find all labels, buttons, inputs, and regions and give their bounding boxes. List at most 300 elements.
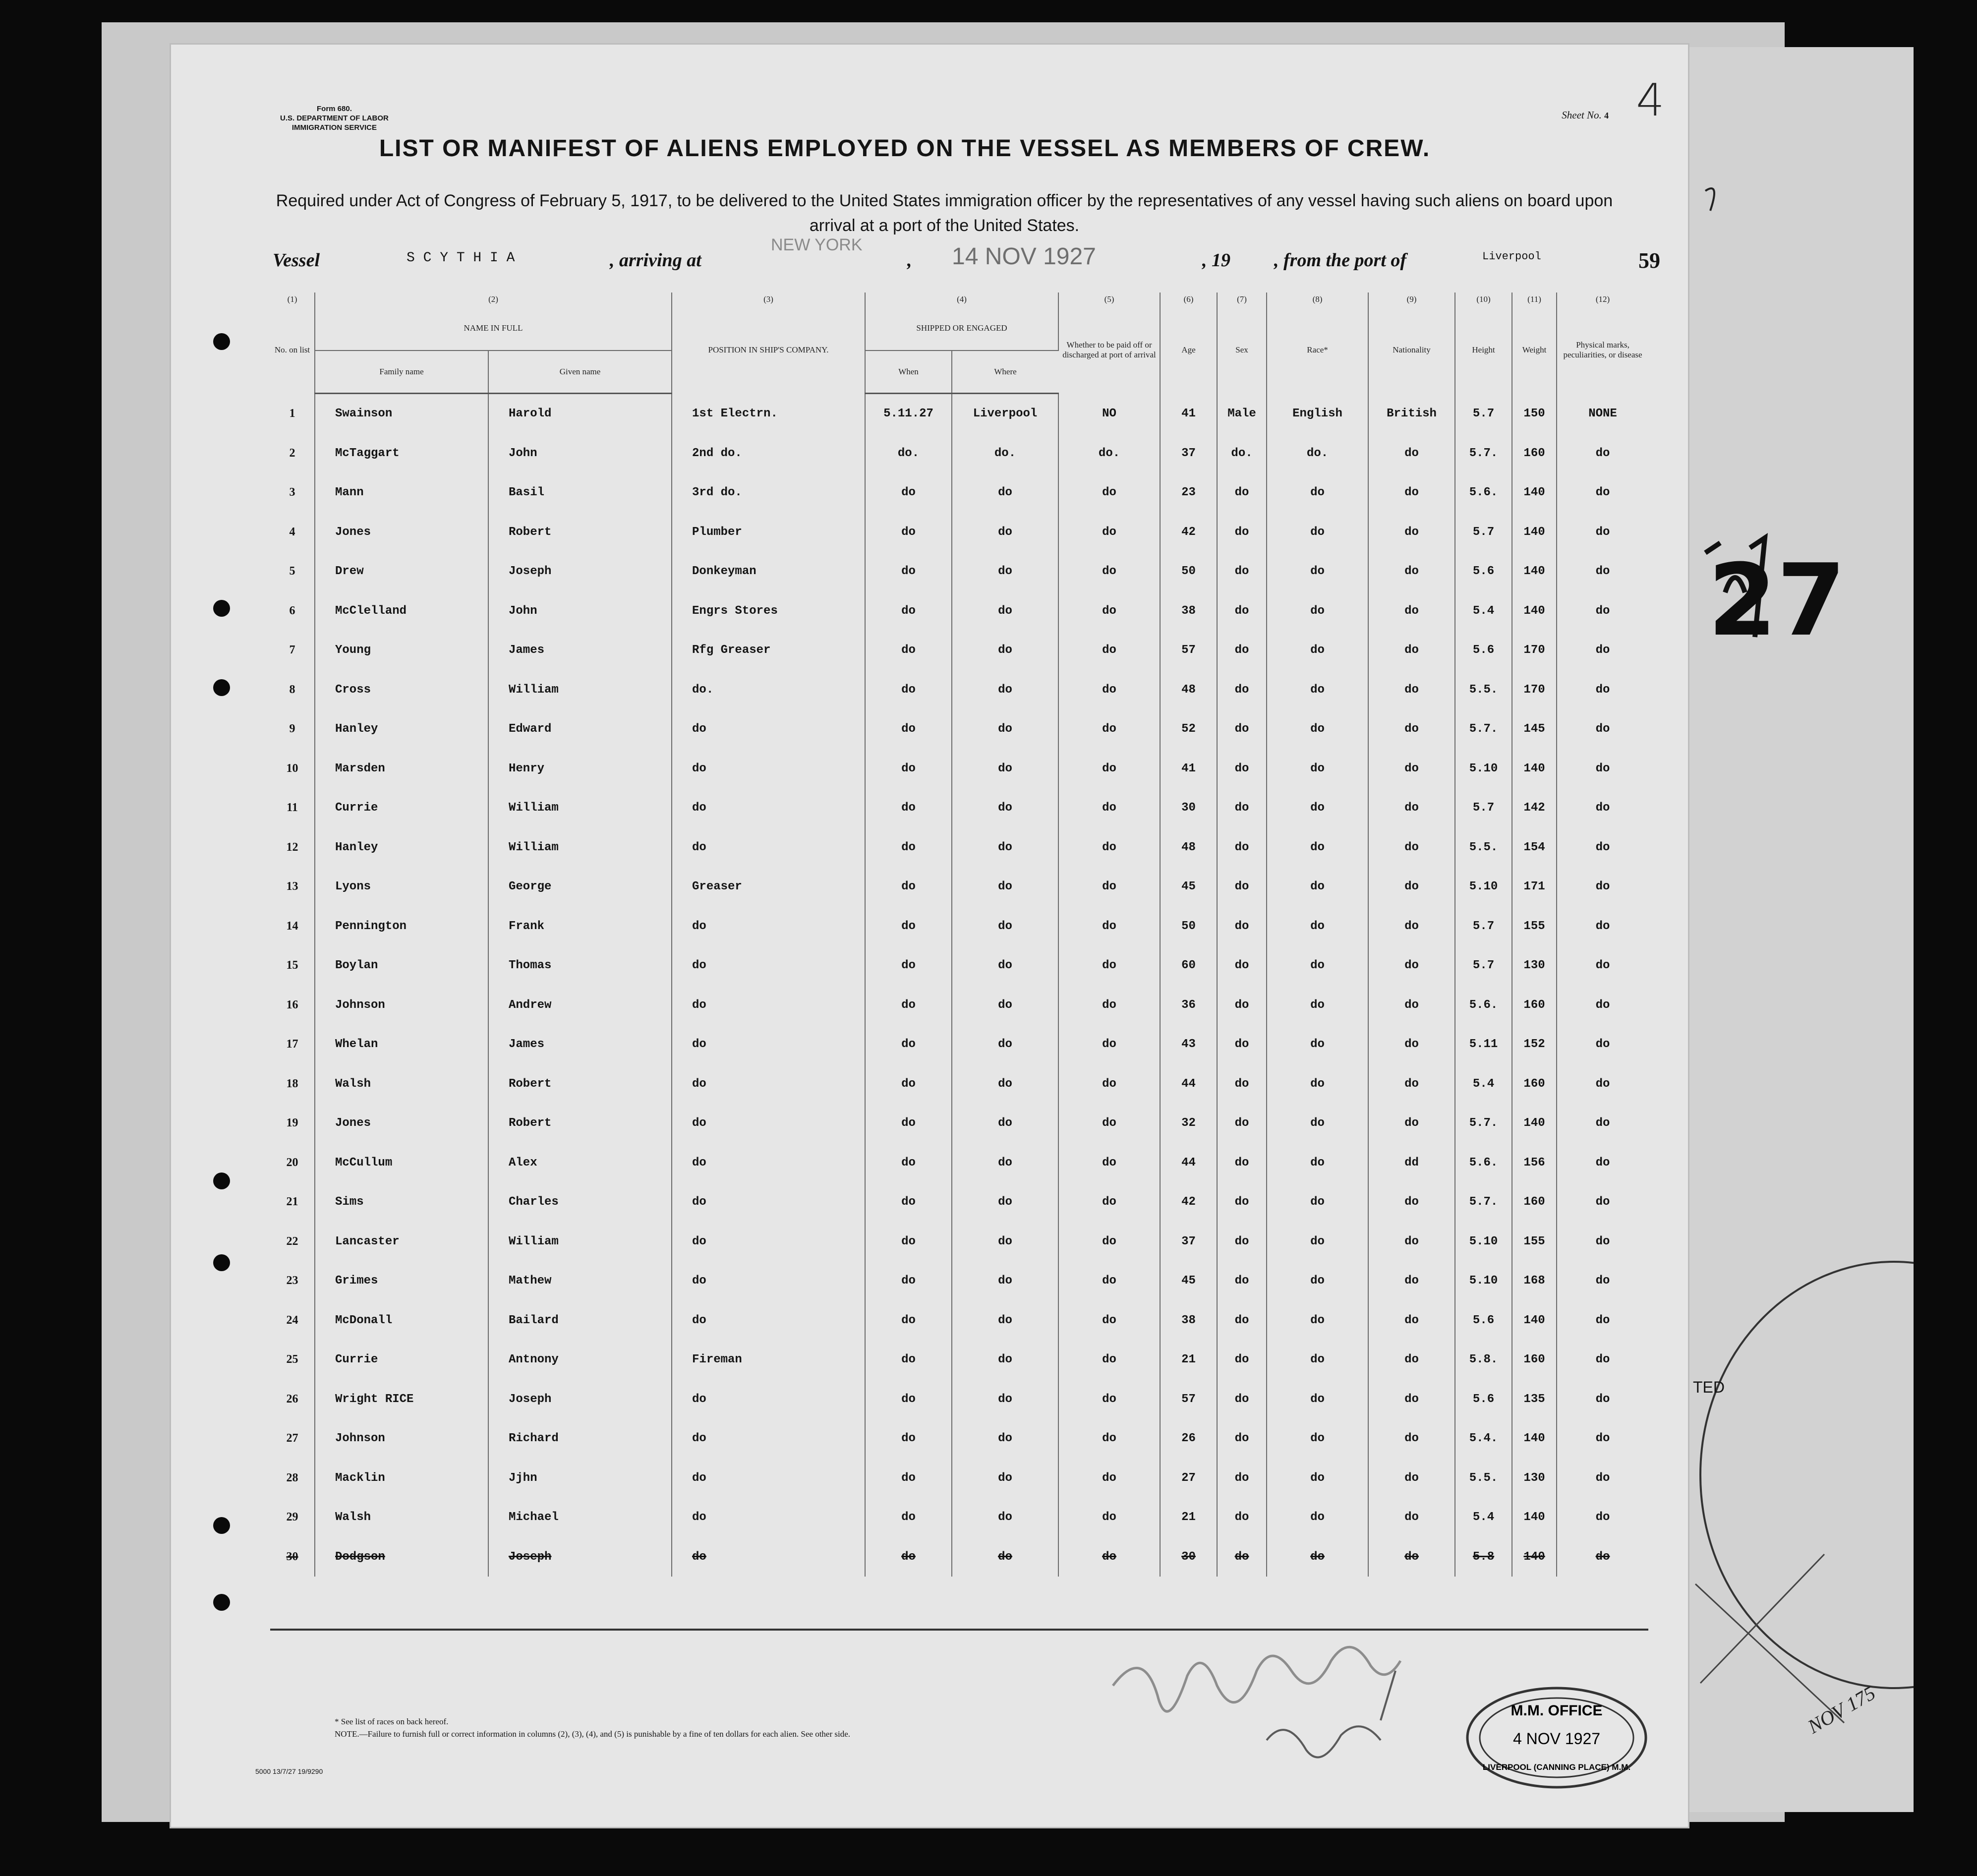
department: U.S. DEPARTMENT OF LABOR xyxy=(280,114,389,122)
margin-nov: NOV 175 xyxy=(1803,1681,1879,1738)
given-name: John xyxy=(488,434,672,473)
vessel-label: Vessel xyxy=(273,250,320,271)
family-name: Whelan xyxy=(315,1025,488,1064)
row-number: 13 xyxy=(270,867,315,907)
family-name: Drew xyxy=(315,552,488,591)
family-name: Boylan xyxy=(315,946,488,986)
sex: do xyxy=(1217,591,1267,631)
age: 52 xyxy=(1160,709,1217,749)
physical-marks: do xyxy=(1595,644,1610,657)
sex: do xyxy=(1217,986,1267,1025)
position: do. xyxy=(672,670,865,710)
shipped-when: do xyxy=(865,1301,952,1341)
table-row xyxy=(270,1143,1648,1183)
physical-marks: do xyxy=(1595,919,1610,933)
nationality: do xyxy=(1368,552,1455,591)
given-name: James xyxy=(488,631,672,670)
seal-place: LIVERPOOL (CANNING PLACE) M.M. xyxy=(1482,1762,1631,1772)
paid-off: do xyxy=(1058,1182,1160,1222)
position: do xyxy=(672,1182,865,1222)
family-name: Johnson xyxy=(315,1419,488,1459)
row-number: 22 xyxy=(270,1222,315,1262)
table-row xyxy=(270,591,1648,631)
col-num-5: (5) xyxy=(1058,293,1160,306)
nationality: do xyxy=(1368,709,1455,749)
footnote-penalty: NOTE.—Failure to furnish full or correct information in columns (2), (3), (4), and (5) is punishable by a fine of ten dollars for each alien. See other side. xyxy=(335,1729,851,1739)
race: do. xyxy=(1267,434,1368,473)
position: do xyxy=(672,1143,865,1183)
physical-marks: do xyxy=(1595,1511,1610,1524)
shipped-when: do xyxy=(865,1064,952,1104)
weight: 140 xyxy=(1512,473,1557,513)
table-row xyxy=(270,1025,1648,1064)
family-name: Swainson xyxy=(315,394,488,434)
shipped-when: do xyxy=(865,986,952,1025)
position: do xyxy=(672,1459,865,1498)
row-number: 28 xyxy=(270,1459,315,1498)
table-row xyxy=(270,1340,1648,1380)
family-name: Dodgson xyxy=(315,1537,488,1577)
given-name: Joseph xyxy=(488,1537,672,1577)
position: do xyxy=(672,709,865,749)
shipped-when: do xyxy=(865,907,952,946)
sheet-hand-number: 4 xyxy=(1636,74,1665,126)
position: do xyxy=(672,788,865,828)
shipped-where: do xyxy=(952,1222,1058,1262)
nationality: do xyxy=(1368,1222,1455,1262)
row-number: 4 xyxy=(270,513,315,552)
family-name: Lancaster xyxy=(315,1222,488,1262)
family-name: Currie xyxy=(315,788,488,828)
family-name: Currie xyxy=(315,1340,488,1380)
height: 5.7. xyxy=(1455,709,1512,749)
header-race: Race* xyxy=(1267,306,1368,394)
shipped-where: do xyxy=(952,1537,1058,1577)
row-number: 10 xyxy=(270,749,315,789)
paid-off: do xyxy=(1058,670,1160,710)
header-position: POSITION IN SHIP'S COMPANY. xyxy=(672,306,865,394)
race: do xyxy=(1267,1380,1368,1419)
race: do xyxy=(1267,709,1368,749)
row-number: 11 xyxy=(270,788,315,828)
weight: 155 xyxy=(1512,907,1557,946)
race: do xyxy=(1267,1182,1368,1222)
vessel-name: S C Y T H I A xyxy=(407,250,515,266)
service: IMMIGRATION SERVICE xyxy=(291,123,377,132)
footnotes xyxy=(335,1715,850,1740)
table-row xyxy=(270,709,1648,749)
paid-off: do xyxy=(1058,1104,1160,1143)
age: 41 xyxy=(1160,749,1217,789)
margin-number-27: 27 xyxy=(1708,543,1846,658)
physical-marks: do xyxy=(1595,683,1610,697)
race: do xyxy=(1267,1222,1368,1262)
position: do xyxy=(672,1380,865,1419)
paid-off: do xyxy=(1058,591,1160,631)
height: 5.10 xyxy=(1455,1261,1512,1301)
punch-hole xyxy=(213,333,230,350)
paid-off: do xyxy=(1058,1222,1160,1262)
shipped-where: do xyxy=(952,513,1058,552)
given-name: Alex xyxy=(488,1143,672,1183)
paid-off: do xyxy=(1058,1537,1160,1577)
given-name: Basil xyxy=(488,473,672,513)
paid-off: do xyxy=(1058,1459,1160,1498)
age: 43 xyxy=(1160,1025,1217,1064)
weight: 160 xyxy=(1512,1182,1557,1222)
height: 5.4 xyxy=(1455,591,1512,631)
paid-off: do xyxy=(1058,1419,1160,1459)
shipped-when: do xyxy=(865,788,952,828)
paid-off: do xyxy=(1058,631,1160,670)
row-number: 25 xyxy=(270,1340,315,1380)
shipped-where: do xyxy=(952,631,1058,670)
age: 48 xyxy=(1160,670,1217,710)
punch-hole xyxy=(213,1254,230,1271)
weight: 160 xyxy=(1512,1064,1557,1104)
punch-hole xyxy=(213,1594,230,1611)
race: do xyxy=(1267,1064,1368,1104)
position: Rfg Greaser xyxy=(672,631,865,670)
physical-marks: do xyxy=(1595,1234,1610,1248)
officer-signature xyxy=(1103,1641,1450,1770)
table-row xyxy=(270,1064,1648,1104)
height: 5.6 xyxy=(1455,631,1512,670)
age: 26 xyxy=(1160,1419,1217,1459)
header-when: When xyxy=(865,351,952,394)
sex: do xyxy=(1217,473,1267,513)
given-name: Bailard xyxy=(488,1301,672,1341)
family-name: Pennington xyxy=(315,907,488,946)
shipped-when: do xyxy=(865,749,952,789)
header-family-name: Family name xyxy=(315,351,488,394)
shipped-where: do xyxy=(952,552,1058,591)
position: do xyxy=(672,1419,865,1459)
family-name: Hanley xyxy=(315,709,488,749)
paid-off: do xyxy=(1058,749,1160,789)
closing-rule xyxy=(270,1629,1648,1631)
age: 23 xyxy=(1160,473,1217,513)
age: 38 xyxy=(1160,1301,1217,1341)
race: do xyxy=(1267,1104,1368,1143)
col-num-8: (8) xyxy=(1267,293,1368,306)
physical-marks: do xyxy=(1595,1471,1610,1485)
print-code: 5000 13/7/27 19/9290 xyxy=(255,1767,323,1775)
given-name: Charles xyxy=(488,1182,672,1222)
nationality: do xyxy=(1368,828,1455,868)
given-name: Thomas xyxy=(488,946,672,986)
weight: 150 xyxy=(1512,394,1557,434)
height: 5.7. xyxy=(1455,1182,1512,1222)
sex: do xyxy=(1217,1419,1267,1459)
position: 1st Electrn. xyxy=(672,394,865,434)
height: 5.6 xyxy=(1455,1301,1512,1341)
race: do xyxy=(1267,1419,1368,1459)
position: do xyxy=(672,946,865,986)
nationality: do xyxy=(1368,946,1455,986)
row-number: 29 xyxy=(270,1498,315,1537)
table-row xyxy=(270,1380,1648,1419)
physical-marks: NONE xyxy=(1588,407,1617,420)
row-number: 9 xyxy=(270,709,315,749)
sex: do xyxy=(1217,1025,1267,1064)
height: 5.6 xyxy=(1455,1380,1512,1419)
shipped-where: do xyxy=(952,1459,1058,1498)
sex: do xyxy=(1217,1261,1267,1301)
row-number: 1 xyxy=(270,394,315,434)
family-name: Marsden xyxy=(315,749,488,789)
shipped-when: do xyxy=(865,1261,952,1301)
nationality: do xyxy=(1368,1064,1455,1104)
row-number: 5 xyxy=(270,552,315,591)
age: 50 xyxy=(1160,552,1217,591)
header-no-on-list: No. on list xyxy=(270,306,315,394)
shipped-when: do xyxy=(865,1143,952,1183)
table-row xyxy=(270,473,1648,513)
family-name: Hanley xyxy=(315,828,488,868)
height: 5.10 xyxy=(1455,867,1512,907)
nationality: do xyxy=(1368,907,1455,946)
mm-office-seal xyxy=(1460,1681,1653,1795)
shipped-when: do xyxy=(865,1340,952,1380)
col-num-7: (7) xyxy=(1217,293,1267,306)
age: 45 xyxy=(1160,867,1217,907)
shipped-when: do xyxy=(865,473,952,513)
paid-off: do. xyxy=(1058,434,1160,473)
table-row xyxy=(270,394,1648,434)
race: do xyxy=(1267,631,1368,670)
sex: do xyxy=(1217,1340,1267,1380)
page-count: 59 xyxy=(1638,248,1660,273)
shipped-where: do xyxy=(952,1498,1058,1537)
height: 5.4 xyxy=(1455,1064,1512,1104)
height: 5.5. xyxy=(1455,828,1512,868)
sheet-value: 4 xyxy=(1604,111,1609,120)
family-name: Mann xyxy=(315,473,488,513)
table-row xyxy=(270,946,1648,986)
weight: 171 xyxy=(1512,867,1557,907)
nationality: do xyxy=(1368,867,1455,907)
height: 5.4 xyxy=(1455,1498,1512,1537)
given-name: Harold xyxy=(488,394,672,434)
position: do xyxy=(672,907,865,946)
header-shipped: SHIPPED OR ENGAGED xyxy=(865,306,1058,351)
nationality: do xyxy=(1368,1025,1455,1064)
shipped-when: do xyxy=(865,631,952,670)
weight: 168 xyxy=(1512,1261,1557,1301)
sex: do xyxy=(1217,1104,1267,1143)
family-name: McTaggart xyxy=(315,434,488,473)
paid-off: do xyxy=(1058,1261,1160,1301)
height: 5.6. xyxy=(1455,473,1512,513)
height: 5.10 xyxy=(1455,1222,1512,1262)
position: Engrs Stores xyxy=(672,591,865,631)
nationality: do xyxy=(1368,1459,1455,1498)
height: 5.5. xyxy=(1455,670,1512,710)
race: do xyxy=(1267,828,1368,868)
family-name: Macklin xyxy=(315,1459,488,1498)
paid-off: do xyxy=(1058,1380,1160,1419)
table-row xyxy=(270,986,1648,1025)
nationality: British xyxy=(1368,394,1455,434)
paid-off: do xyxy=(1058,1143,1160,1183)
age: 37 xyxy=(1160,1222,1217,1262)
col-num-4: (4) xyxy=(865,293,1058,306)
shipped-where: do xyxy=(952,591,1058,631)
page-title: LIST OR MANIFEST OF ALIENS EMPLOYED ON THE VESSEL AS MEMBERS OF CREW. xyxy=(379,135,1431,162)
table-row xyxy=(270,1301,1648,1341)
row-number: 3 xyxy=(270,473,315,513)
weight: 130 xyxy=(1512,946,1557,986)
age: 41 xyxy=(1160,394,1217,434)
sex: do xyxy=(1217,1182,1267,1222)
race: do xyxy=(1267,1025,1368,1064)
shipped-where: do xyxy=(952,473,1058,513)
shipped-where: do xyxy=(952,828,1058,868)
crew-rows xyxy=(270,394,1648,1577)
physical-marks: do xyxy=(1595,486,1610,500)
age: 21 xyxy=(1160,1498,1217,1537)
position: Greaser xyxy=(672,867,865,907)
margin-ted: TED xyxy=(1693,1378,1725,1396)
row-number: 24 xyxy=(270,1301,315,1341)
physical-marks: do xyxy=(1595,1038,1610,1052)
race: do xyxy=(1267,591,1368,631)
header-sex: Sex xyxy=(1217,306,1267,394)
position: do xyxy=(672,1537,865,1577)
nationality: do xyxy=(1368,591,1455,631)
given-name: John xyxy=(488,591,672,631)
physical-marks: do xyxy=(1595,880,1610,894)
position: do xyxy=(672,828,865,868)
position: do xyxy=(672,1498,865,1537)
age: 48 xyxy=(1160,828,1217,868)
age: 50 xyxy=(1160,907,1217,946)
form-number: Form 680. xyxy=(317,105,352,113)
row-number: 15 xyxy=(270,946,315,986)
shipped-where: do xyxy=(952,1301,1058,1341)
physical-marks: do xyxy=(1595,998,1610,1012)
shipped-where: do xyxy=(952,907,1058,946)
shipped-where: do. xyxy=(952,434,1058,473)
nationality: do xyxy=(1368,1182,1455,1222)
header-given-name: Given name xyxy=(488,351,672,394)
shipped-when: do xyxy=(865,1182,952,1222)
shipped-when: do xyxy=(865,828,952,868)
physical-marks: do xyxy=(1595,525,1610,539)
weight: 155 xyxy=(1512,1222,1557,1262)
physical-marks: do xyxy=(1595,1550,1610,1564)
age: 32 xyxy=(1160,1104,1217,1143)
physical-marks: do xyxy=(1595,1392,1610,1406)
height: 5.8. xyxy=(1455,1340,1512,1380)
shipped-where: do xyxy=(952,1419,1058,1459)
paid-off: do xyxy=(1058,513,1160,552)
height: 5.7 xyxy=(1455,907,1512,946)
weight: 160 xyxy=(1512,1340,1557,1380)
shipped-when: do xyxy=(865,1104,952,1143)
physical-marks: do xyxy=(1595,801,1610,815)
position: 2nd do. xyxy=(672,434,865,473)
row-number: 14 xyxy=(270,907,315,946)
seal-date: 4 NOV 1927 xyxy=(1512,1730,1601,1748)
weight: 160 xyxy=(1512,434,1557,473)
age: 30 xyxy=(1160,788,1217,828)
given-name: William xyxy=(488,1222,672,1262)
paid-off: do xyxy=(1058,788,1160,828)
row-number: 18 xyxy=(270,1064,315,1104)
physical-marks: do xyxy=(1595,840,1610,854)
age: 45 xyxy=(1160,1261,1217,1301)
given-name: Joseph xyxy=(488,1380,672,1419)
physical-marks: do xyxy=(1595,1195,1610,1209)
table-row xyxy=(270,749,1648,789)
family-name: Cross xyxy=(315,670,488,710)
header-paid-off: Whether to be paid off or discharged at port of arrival xyxy=(1058,306,1160,394)
position: do xyxy=(672,1261,865,1301)
sex: do xyxy=(1217,907,1267,946)
paid-off: do xyxy=(1058,828,1160,868)
given-name: Andrew xyxy=(488,986,672,1025)
race: do xyxy=(1267,513,1368,552)
weight: 160 xyxy=(1512,986,1557,1025)
weight: 130 xyxy=(1512,1459,1557,1498)
shipped-when: do xyxy=(865,670,952,710)
table-row xyxy=(270,1104,1648,1143)
table-row xyxy=(270,1419,1648,1459)
row-number: 16 xyxy=(270,986,315,1025)
position: do xyxy=(672,1064,865,1104)
sex: do xyxy=(1217,1301,1267,1341)
paid-off: do xyxy=(1058,1025,1160,1064)
position: do xyxy=(672,1222,865,1262)
height: 5.8 xyxy=(1455,1537,1512,1577)
from-port: Liverpool xyxy=(1482,250,1541,263)
race: do xyxy=(1267,1301,1368,1341)
header-height: Height xyxy=(1455,306,1512,394)
col-num-12: (12) xyxy=(1595,294,1610,304)
shipped-when: do xyxy=(865,552,952,591)
weight: 154 xyxy=(1512,828,1557,868)
shipped-when: do xyxy=(865,709,952,749)
paid-off: do xyxy=(1058,986,1160,1025)
physical-marks: do xyxy=(1595,1156,1610,1170)
row-number: 19 xyxy=(270,1104,315,1143)
race: do xyxy=(1267,946,1368,986)
height: 5.7 xyxy=(1455,394,1512,434)
age: 42 xyxy=(1160,1182,1217,1222)
underlying-sheet-right xyxy=(1686,47,1914,1812)
row-number: 27 xyxy=(270,1419,315,1459)
shipped-when: do xyxy=(865,1537,952,1577)
nationality: do xyxy=(1368,473,1455,513)
date-stamp: 14 NOV 1927 xyxy=(952,243,1096,270)
row-number: 12 xyxy=(270,828,315,868)
physical-marks: do xyxy=(1595,1432,1610,1446)
header-physical-marks: Physical marks, peculiarities, or disease xyxy=(1563,340,1642,359)
sex: do xyxy=(1217,1064,1267,1104)
age: 37 xyxy=(1160,434,1217,473)
shipped-where: do xyxy=(952,986,1058,1025)
family-name: Grimes xyxy=(315,1261,488,1301)
position: do xyxy=(672,749,865,789)
family-name: McDonall xyxy=(315,1301,488,1341)
paid-off: do xyxy=(1058,473,1160,513)
weight: 140 xyxy=(1512,591,1557,631)
race: do xyxy=(1267,1537,1368,1577)
table-row xyxy=(270,1498,1648,1537)
physical-marks: do xyxy=(1595,1116,1610,1130)
